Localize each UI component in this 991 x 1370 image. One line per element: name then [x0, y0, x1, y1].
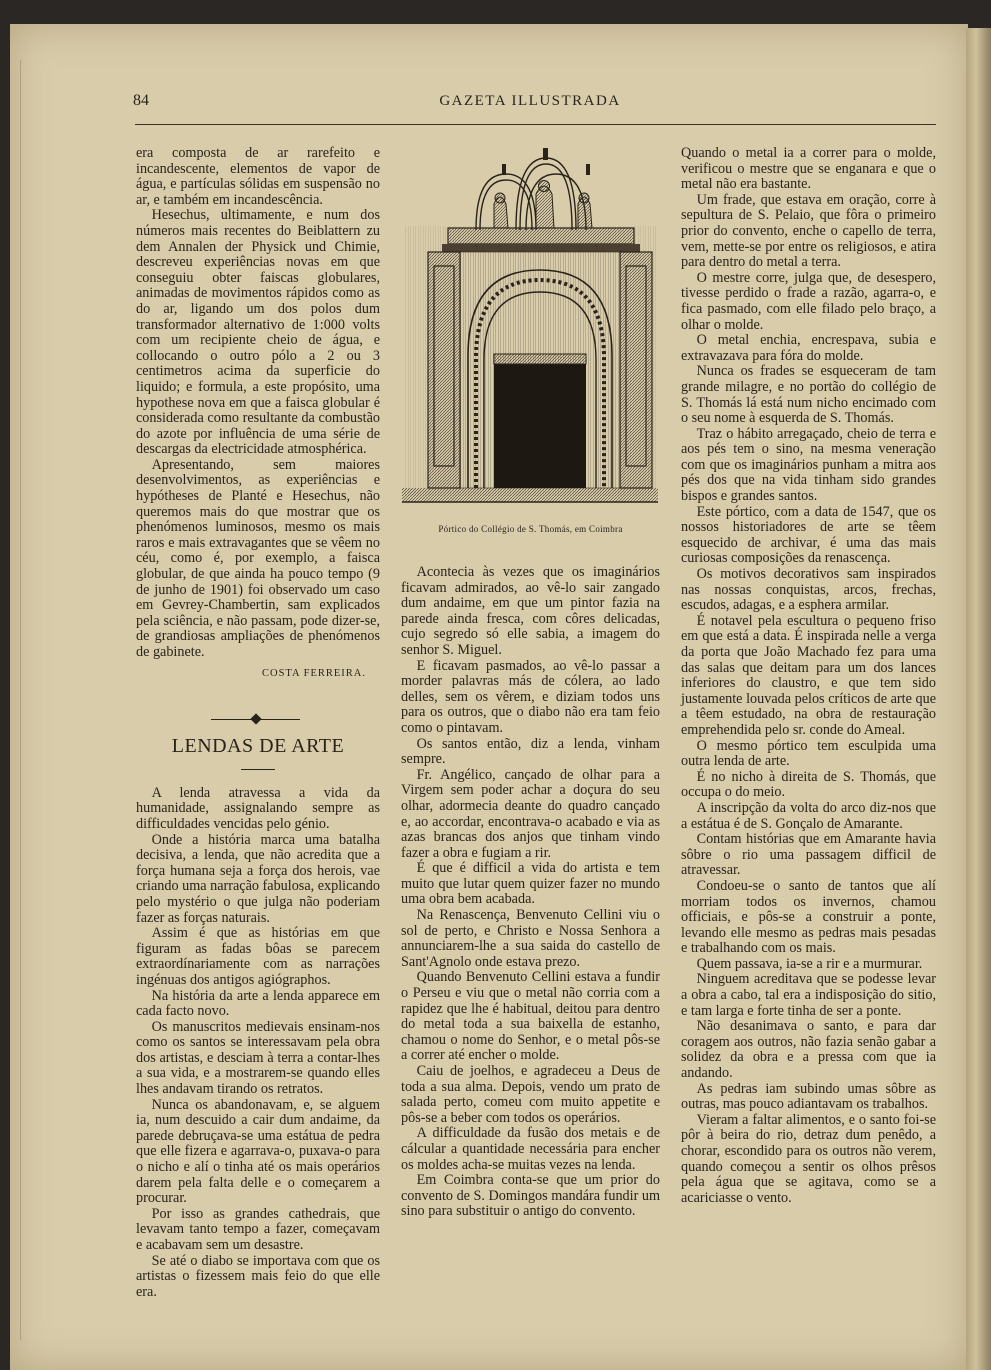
paragraph: A inscripção da volta do arco diz-nos que a estátua é de S. Gonçalo de Amarante.: [681, 799, 936, 832]
paragraph: Caiu de joelhos, e agradeceu a Deus de toda a sua alma. Depois, vendo um prato de salada perto, comeu com muito appetite e pôs-se a beber com todos os operários.: [401, 1063, 660, 1126]
paragraph: Nunca os abandonavam, e, se alguem ia, num descuido a cair dum andaime, da parede debruçava-se uma estátua de pedra que elle fizera e agarrava-o, puxava-o para o nicho e alí o tinha até os mais operários darem pela falta delle e o começarem a procurar.: [136, 1096, 380, 1207]
section-divider: [136, 713, 380, 727]
figure-caption: Pórtico do Collégio de S. Thomás, em Coimbra: [438, 524, 623, 534]
section-title: LENDAS DE ARTE: [171, 735, 345, 758]
paragraph: Se até o diabo se importava com que os artistas o fizessem mais feio do que elle era.: [136, 1252, 380, 1300]
paragraph: Na história da arte a lenda apparece em cada facto novo.: [136, 987, 380, 1020]
paragraph: Os santos então, diz a lenda, vinham sempre.: [401, 735, 660, 768]
paragraph: Traz o hábito arregaçado, cheio de terra e aos pés tem o sino, na mesma veneração com que os imaginários punham a mitra aos pés dos que na vida tinham sido grandes bispos e grandes santos.: [681, 425, 936, 505]
header-rule: [135, 124, 936, 125]
column-right: [681, 146, 936, 1206]
paragraph: O mestre corre, julga que, de desespero, tivesse perdido o frade a razão, agarra-o, e fica pasmado, com elle filado pelo braço, a olhar o molde.: [681, 269, 936, 333]
paragraph: O mesmo pórtico tem esculpida uma outra lenda de arte.: [681, 737, 936, 770]
paragraph: era composta de ar rarefeito e incandescente, elementos de vapor de água, e partículas sólidas em suspensão no ar, e também em incandescência.: [136, 145, 380, 208]
column-middle: [401, 565, 660, 1220]
paragraph: Fr. Angélico, cançado de olhar para a Virgem sem poder achar a doçura do seu olhar, adormecia deante do quadro cançado e, ao accordar, encontrava-o acabado e via as azas brancas dos anjos que tinham vindo fazer a obra e fugiam a rir.: [401, 766, 660, 861]
portico-engraving: [398, 146, 662, 518]
paragraph: Na Renascença, Benvenuto Cellini viu o sol de perto, e Christo e Nossa Senhora a annunciarem-lhe a sua saida do castello de Sant'Agnolo onde estava prezo.: [401, 907, 660, 970]
paragraph: A difficuldade da fusão dos metais e de cálcular a quantidade necessária para encher os moldes acha-se muitas vezes na lenda.: [401, 1125, 660, 1173]
page-edge: [966, 28, 991, 1370]
paragraph: Onde a história marca uma batalha decisiva, a lenda, que não acredita que a força humana seja a força dos herois, vae criando uma narração fabulosa, explicando pelo mystério o que julga não poderiam fazer as forças naturais.: [136, 831, 380, 926]
paragraph: Os motivos decorativos sam inspirados nas nossas conquistas, arcos, frechas, escudos, adagas, e a esphera armilar.: [681, 566, 936, 614]
publication-title: GAZETA ILLUSTRADA: [439, 93, 621, 109]
page-number: 84: [133, 92, 149, 109]
paragraph: Contam histórias que em Amarante havia sôbre o rio uma passagem difficil de atravessar.: [681, 831, 936, 879]
paragraph: Não desanimava o santo, e para dar coragem aos outros, não fazia senão gabar a solidez da obra e a pressa com que ia andando.: [681, 1018, 936, 1082]
title-rule: [241, 769, 275, 770]
paragraph: É no nicho à direita de S. Thomás, que occupa o do meio.: [681, 768, 936, 801]
divider-diamond: [250, 714, 261, 725]
paragraph: É que é difficil a vida do artista e tem muito que lutar quem quizer fazer no mundo uma obra bem acabada.: [401, 860, 660, 908]
paragraph: As pedras iam subindo umas sôbre as outras, mas pouco adiantavam os trabalhos.: [681, 1080, 936, 1113]
paragraph: Este pórtico, com a data de 1547, que os nossos historiadores de arte se têem esquecido de archivar, é uma das mais curiosas composições da renascença.: [681, 503, 936, 567]
paragraph: Vieram a faltar alimentos, e o santo foi-se pôr à beira do rio, detraz dum penêdo, a chorar, escondido para os outros não verem, quando começou a sentir os olhos prêsos pela água que se agitava, como se a acariciasse o vento.: [681, 1111, 936, 1206]
paragraph: Assim é que as histórias em que figuram as fadas bôas se parecem extraordínariamente com as narrações ingénuas dos antigos agiógraphos.: [136, 925, 380, 988]
paragraph: Por isso as grandes cathedrais, que levavam tanto tempo a fazer, começavam e acabavam sem um desastre.: [136, 1205, 380, 1253]
paragraph: Quem passava, ia-se a rir e a murmurar.: [696, 955, 923, 972]
paragraph: É notavel pela escultura o pequeno friso em que está a data. É inspirada nelle a verga da porta que João Machado fez para uma das salas que deitam para um dos lances inferiores do claustro, e que tem sido justamente louvada pelos críticos de arte que a têem estudado, na obra de restauração emprehendida pelo sr. conde do Ameal.: [681, 612, 936, 738]
paragraph: Em Coimbra conta-se que um prior do convento de S. Domingos mandára fundir um sino para substituir o antigo do convento.: [401, 1172, 660, 1220]
column-left: [136, 146, 380, 1300]
paragraph: O metal enchia, encrespava, subia e extravazava para fóra do molde.: [681, 332, 936, 364]
paragraph: Quando o metal ia a correr para o molde, verificou o mestre que se enganara e que o metal não era bastante.: [681, 145, 936, 193]
paragraph: Condoeu-se o santo de tantos que alí morriam todos os invernos, chamou officiais, e pôs-se a construir a ponte, levando elle mesmo as pedras mais pesadas e trabalhando com os mais.: [681, 877, 936, 957]
paragraph: Apresentando, sem maiores desenvolvimentos, as experiências e hypótheses de Planté e Hesechus, não queremos mais do que mostrar que os phenómenos luminosos, mesmo os mais raros e mais extravagantes que se vêem no céu, como é, por exemplo, a faisca globular, de que ainda ha pouco tempo (9 de junho de 1901) foi observado um caso em Gevrey-Chambertin, sam explicados pela sciência, e não passam, pode dizer-se, de grandiosas ampliações de phenómenos de gabinete.: [136, 456, 380, 660]
paragraph: A lenda atravessa a vida da humanidade, assignalando sempre as difficuldades vencidas pelo génio.: [136, 784, 380, 832]
paragraph: Acontecia às vezes que os imaginários ficavam admirados, ao vê-lo sair zangado dum andaime, em que um pintor fazia na parede ainda fresca, com côres delicadas, cujo segredo só elle sabia, a imagem do senhor S. Miguel.: [401, 564, 660, 658]
binding-margin: [20, 60, 29, 1340]
paragraph: Nunca os frades se esqueceram de tam grande milagre, e no portão do collégio de S. Thomás lá está num nicho encimado com o seu nome à esquerda de S. Thomás.: [681, 363, 936, 427]
paragraph: Um frade, que estava em oração, corre à sepultura de S. Pelaio, que fôra o primeiro prior do convento, enche o capello de terra, vem, mette-se por entre os religiosos, e atira para dentro do metal a terra.: [681, 191, 936, 271]
paragraph: E ficavam pasmados, ao vê-lo passar a morder palavras más de cólera, ao lado delles, sem os vêrem, e diziam todos uns para os outros, que o diabo não era tam feio como o pintavam.: [401, 657, 660, 736]
paragraph: Ninguem acreditava que se podesse levar a obra a cabo, tal era a indisposição do sitio, e tam larga e forte tinha de ser a ponte.: [681, 971, 936, 1019]
paragraph: Hesechus, ultimamente, e num dos números mais recentes do Beiblattern zu dem Annalen der Physick und Chimie, descreveu experiências novas em que conseguiu obter faiscas globulares, animadas de movimentos rápidos como as do ar, ligando um dos polos dum transformador alternativo de 1:000 volts com um recipiente cheio de água, e collocando o outro pólo a 2 ou 3 centimetros acima da superficie do liquido; e formula, a este propósito, uma hypothese nova em que a faisca globular é considerada como resultante da combustão do azote por influência de uma série de descargas da electricidade atmosphérica.: [136, 207, 380, 458]
paragraph: Quando Benvenuto Cellini estava a fundir o Perseu e viu que o metal não corria com a rapidez que lhe é habitual, deitou para dentro do metal toda a sua baixella de estanho, chamou o nome do Senhor, e o metal pôs-se a correr até encher o molde.: [401, 969, 660, 1064]
author-signature: COSTA FERREIRA.: [261, 667, 366, 679]
paragraph: Os manuscritos medievais ensinam-nos como os santos se interessavam pela obra dos artistas, e desciam à terra a contar-lhes a sua vida, e a mostrarem-se quando elles lhes andavam tirando os retratos.: [136, 1018, 380, 1098]
